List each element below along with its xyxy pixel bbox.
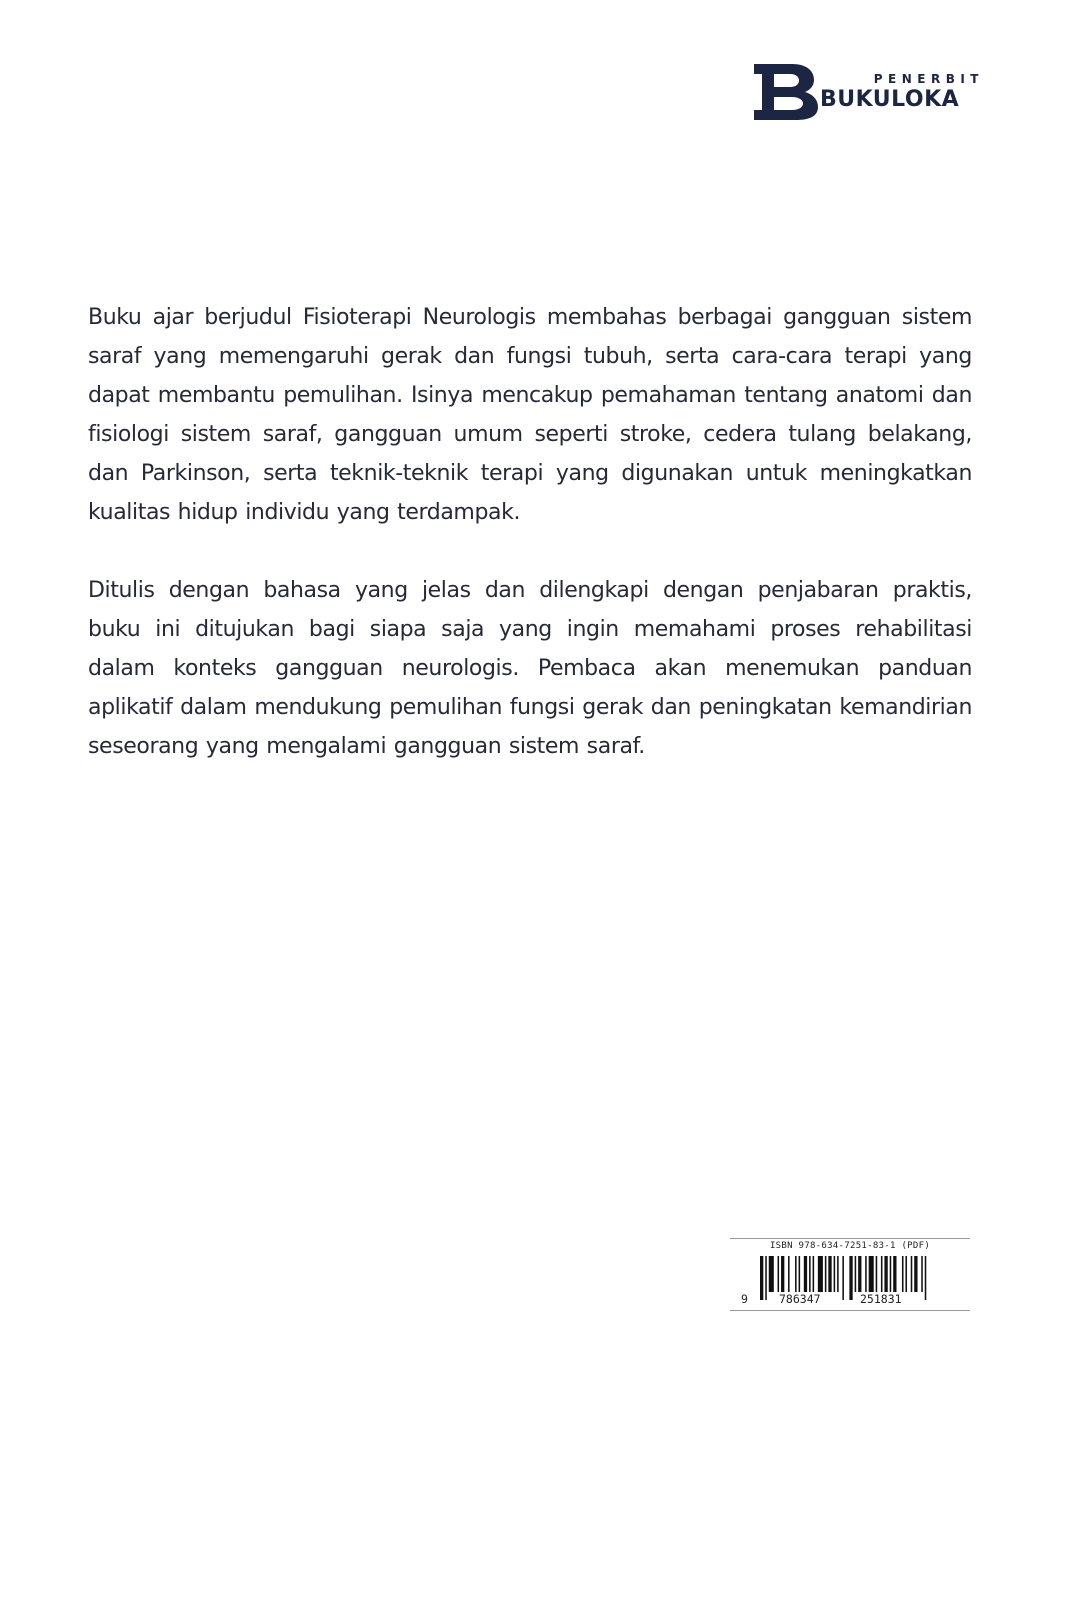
synopsis-paragraph-2: Ditulis dengan bahasa yang jelas dan dilengkapi dengan penjabaran praktis, buku ini ditujukan bagi siapa saja yang ingin memahami proses rehabilitasi dalam konteks gangguan neurologis. Pembaca akan menemukan panduan aplikatif dalam mendukung pemulihan fungsi gerak dan peningkatan kemandirian seseorang yang mengalami gangguan sistem saraf. bbox=[88, 578, 972, 759]
publisher-label: PENERBIT bbox=[873, 72, 984, 86]
isbn-label: ISBN 978-634-7251-83-1 (PDF) bbox=[769, 1241, 931, 1251]
publisher-b-mark-icon bbox=[752, 58, 820, 122]
barcode-digits-right: 251831 bbox=[860, 1292, 902, 1306]
barcode-digits-left: 786347 bbox=[779, 1292, 821, 1306]
publisher-name: BUKULOKA bbox=[820, 87, 960, 112]
barcode-top-rule bbox=[730, 1238, 970, 1239]
publisher-logo bbox=[752, 58, 992, 122]
barcode-digit-lead: 9 bbox=[741, 1292, 748, 1306]
barcode-bottom-rule bbox=[730, 1310, 970, 1311]
isbn-barcode bbox=[730, 1238, 970, 1312]
synopsis bbox=[88, 298, 972, 766]
synopsis-paragraph-1: Buku ajar berjudul Fisioterapi Neurologis membahas berbagai gangguan sistem saraf yang memengaruhi gerak dan fungsi tubuh, serta cara-cara terapi yang dapat membantu pemulihan. Isinya mencakup pemahaman tentang anatomi dan fisiologi sistem saraf, gangguan umum seperti stroke, cedera tulang belakang, dan Parkinson, serta teknik-teknik terapi yang digunakan untuk meningkatkan kualitas hidup individu yang terdampak. bbox=[88, 305, 972, 525]
